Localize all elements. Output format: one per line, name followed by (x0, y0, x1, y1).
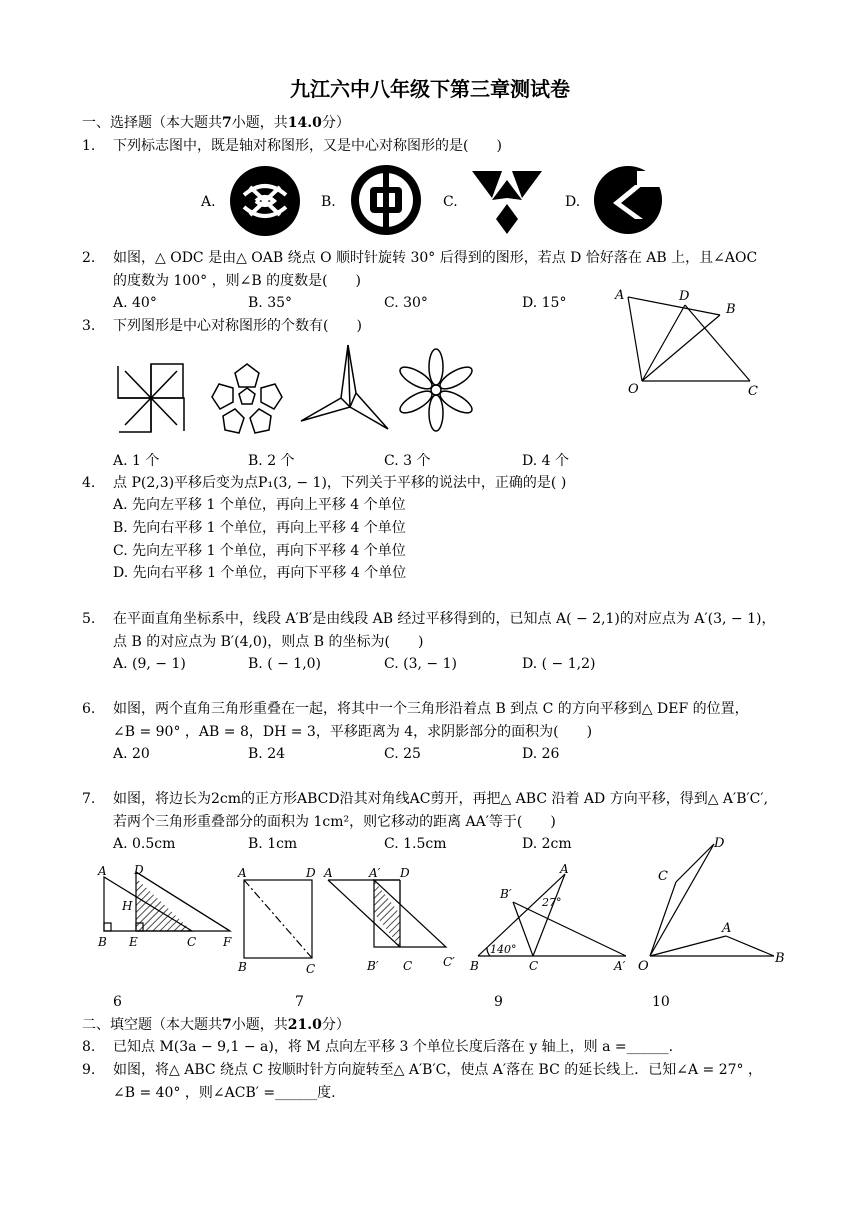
q5-option-b: B. ( − 1,0) (248, 656, 322, 672)
q2-label-b: B (726, 302, 736, 317)
section-2-mid: 小题，共 (231, 1017, 288, 1033)
fig6-label-f: F (223, 935, 232, 949)
q2-label-c: C (748, 384, 758, 399)
fig9-caption: 9 (494, 994, 503, 1010)
fig7-label-d: D (306, 866, 316, 880)
section-2-count: 7 (222, 1017, 232, 1033)
section-1-mid: 小题，共 (231, 115, 288, 131)
fig8-label-c-prime: C′ (443, 955, 455, 969)
section-1-suffix: 分） (321, 115, 350, 131)
q4-option-b: B. 先向右平移 1 个单位，再向上平移 4 个单位 (113, 520, 406, 536)
fig9-label-b-prime: B′ (500, 887, 512, 901)
fig7-caption: 7 (295, 994, 304, 1010)
q5-option-a: A. (9, − 1) (113, 656, 186, 672)
fig6-label-d: D (134, 863, 144, 877)
fig8-label-c: C (403, 959, 413, 973)
fig7-label-b: B (238, 960, 247, 974)
q7-option-c: C. 1.5cm (384, 836, 447, 852)
fig10-label-d: D (714, 836, 725, 851)
section-1-prefix: 一、选择题（本大题共 (82, 115, 222, 131)
q2-line1: 如图，△ ODC 是由△ OAB 绕点 O 顺时针旋转 30° 后得到的图形，若点 D 恰好落在 AB 上，且∠AOC (113, 250, 758, 266)
fig10-label-o: O (638, 959, 649, 974)
section-2-score: 21.0 (287, 1017, 322, 1033)
q1-option-c: C. (443, 194, 458, 210)
section-1-score: 14.0 (287, 115, 322, 131)
q2-option-b: B. 35° (248, 295, 293, 311)
section-2-header (82, 1015, 350, 1035)
fig-translated-triangles (318, 862, 466, 976)
q6-number: 6. (82, 701, 96, 717)
q3-option-b: B. 2 个 (248, 453, 295, 469)
q4-option-a: A. 先向左平移 1 个单位，再向上平移 4 个单位 (113, 497, 406, 513)
fig8-label-b-prime: B′ (367, 959, 379, 973)
fig7-label-a: A (238, 866, 247, 880)
q3-option-c: C. 3 个 (384, 453, 431, 469)
q4-number: 4. (82, 475, 96, 491)
fig6-label-e: E (129, 935, 138, 949)
section-1-count: 7 (222, 115, 232, 131)
q7-option-b: B. 1cm (248, 836, 298, 852)
q1-option-d: D. (565, 194, 581, 210)
q8-number: 8. (82, 1039, 96, 1055)
q5-line1: 在平面直角坐标系中，线段 A′B′是由线段 AB 经过平移得到的，已知点 A( − 2,1)的对应点为 A′(3, − 1)， (113, 611, 776, 627)
q3-option-a: A. 1 个 (113, 453, 160, 469)
q7-line1: 如图，将边长为2cm的正方形ABCD沿其对角线AC剪开，再把△ ABC 沿着 AD 方向平移，得到△ A′B′C′, (113, 791, 769, 807)
q8-text: 已知点 M(3a − 9,1 − a)，将 M 点向左平移 3 个单位长度后落在 y 轴上，则 a =______. (113, 1039, 674, 1055)
q6-option-b: B. 24 (248, 746, 286, 762)
q9-line1: 如图，将△ ABC 绕点 C 按顺时针方向旋转至△ A′B′C，使点 A′落在 BC 的延长线上．已知∠A = 27° ， (113, 1062, 762, 1078)
fig10-caption: 10 (652, 994, 670, 1010)
pinwheel-figure-icon (115, 361, 187, 435)
fig10-rotation-figure (634, 832, 794, 972)
q1-option-b: B. (321, 194, 336, 210)
q7-number: 7. (82, 791, 96, 807)
fig6-label-a: A (98, 864, 107, 878)
fig6-overlapping-triangles (94, 862, 240, 950)
q7-line2: 若两个三角形重叠部分的面积为 1cm²，则它移动的距离 AA′等于( ) (113, 814, 556, 830)
q2-label-d: D (679, 289, 690, 304)
pentagon-flower-figure-icon (207, 360, 287, 436)
construction-bank-logo-icon (593, 163, 663, 237)
fig9-angle-27: 27° (542, 896, 562, 909)
q2-number: 2. (82, 250, 96, 266)
fig8-label-a-prime: A′ (369, 866, 381, 880)
q9-number: 9. (82, 1062, 96, 1078)
bank-of-china-logo-icon (350, 163, 422, 237)
q7-option-a: A. 0.5cm (113, 836, 176, 852)
china-mobile-logo-icon (228, 165, 302, 237)
q2-option-a: A. 40° (113, 295, 157, 311)
fig6-caption: 6 (113, 994, 122, 1010)
fig8-label-d: D (400, 866, 410, 880)
page-title: 九江六中八年级下第三章测试卷 (290, 77, 570, 101)
q7-option-d: D. 2cm (522, 836, 572, 852)
triangle-logo-icon (470, 168, 544, 236)
fig8-label-a: A (324, 866, 333, 880)
fig6-label-c: C (187, 935, 197, 949)
fig9-label-b: B (470, 959, 479, 973)
fig7-label-c: C (306, 962, 316, 976)
q6-line2: ∠B = 90° ，AB = 8，DH = 3，平移距离为 4，求阴影部分的面积为( ) (113, 724, 593, 740)
q2-label-o: O (628, 382, 639, 397)
fig10-label-b: B (775, 951, 785, 966)
section-2-prefix: 二、填空题（本大题共 (82, 1017, 222, 1033)
fig9-angle-140: 140° (490, 943, 517, 956)
q5-option-c: C. (3, − 1) (384, 656, 457, 672)
q6-option-a: A. 20 (113, 746, 150, 762)
section-1-header (82, 113, 350, 133)
q1-number: 1. (82, 138, 96, 154)
fig9-rotated-triangles (468, 860, 638, 976)
q4-option-c: C. 先向左平移 1 个单位，再向下平移 4 个单位 (113, 543, 406, 559)
q4-text: 点 P(2,3)平移后变为点P₁(3, − 1)，下列关于平移的说法中，正确的是( ) (113, 475, 567, 491)
fig9-label-a-prime: A′ (614, 959, 626, 973)
fig6-label-b: B (98, 935, 107, 949)
fig10-label-a: A (722, 921, 732, 936)
q2-rotation-figure (610, 285, 770, 400)
fig10-label-c: C (658, 869, 668, 884)
q2-option-c: C. 30° (384, 295, 428, 311)
q2-line2: 的度数为 100° ，则∠B 的度数是( ) (113, 273, 362, 289)
q6-option-c: C. 25 (384, 746, 421, 762)
fig9-label-a: A (560, 862, 569, 876)
q3-number: 3. (82, 318, 96, 334)
fig9-label-c: C (529, 959, 539, 973)
fig7-square-diagonal (234, 865, 324, 977)
q3-option-d: D. 4 个 (522, 453, 569, 469)
q1-option-a: A. (201, 194, 216, 210)
q2-label-a: A (615, 288, 625, 303)
section-2-suffix: 分） (321, 1017, 350, 1033)
q6-line1: 如图，两个直角三角形重叠在一起，将其中一个三角形沿着点 B 到点 C 的方向平移到△ DEF 的位置， (113, 701, 749, 717)
q2-option-d: D. 15° (522, 295, 567, 311)
q5-number: 5. (82, 611, 96, 627)
q9-line2: ∠B = 40° ，则∠ACB′ =______度. (113, 1085, 336, 1101)
q1-text: 下列标志图中，既是轴对称图形，又是中心对称图形的是( ) (113, 138, 502, 154)
q6-option-d: D. 26 (522, 746, 560, 762)
q5-option-d: D. ( − 1,2) (522, 656, 596, 672)
fig6-label-h: H (122, 899, 133, 913)
q4-option-d: D. 先向右平移 1 个单位，再向下平移 4 个单位 (113, 565, 407, 581)
three-point-star-figure-icon (298, 343, 390, 433)
q5-line2: 点 B 的对应点为 B′(4,0)，则点 B 的坐标为( ) (113, 634, 424, 650)
six-petal-flower-figure-icon (398, 347, 474, 433)
q3-text: 下列图形是中心对称图形的个数有( ) (113, 318, 362, 334)
